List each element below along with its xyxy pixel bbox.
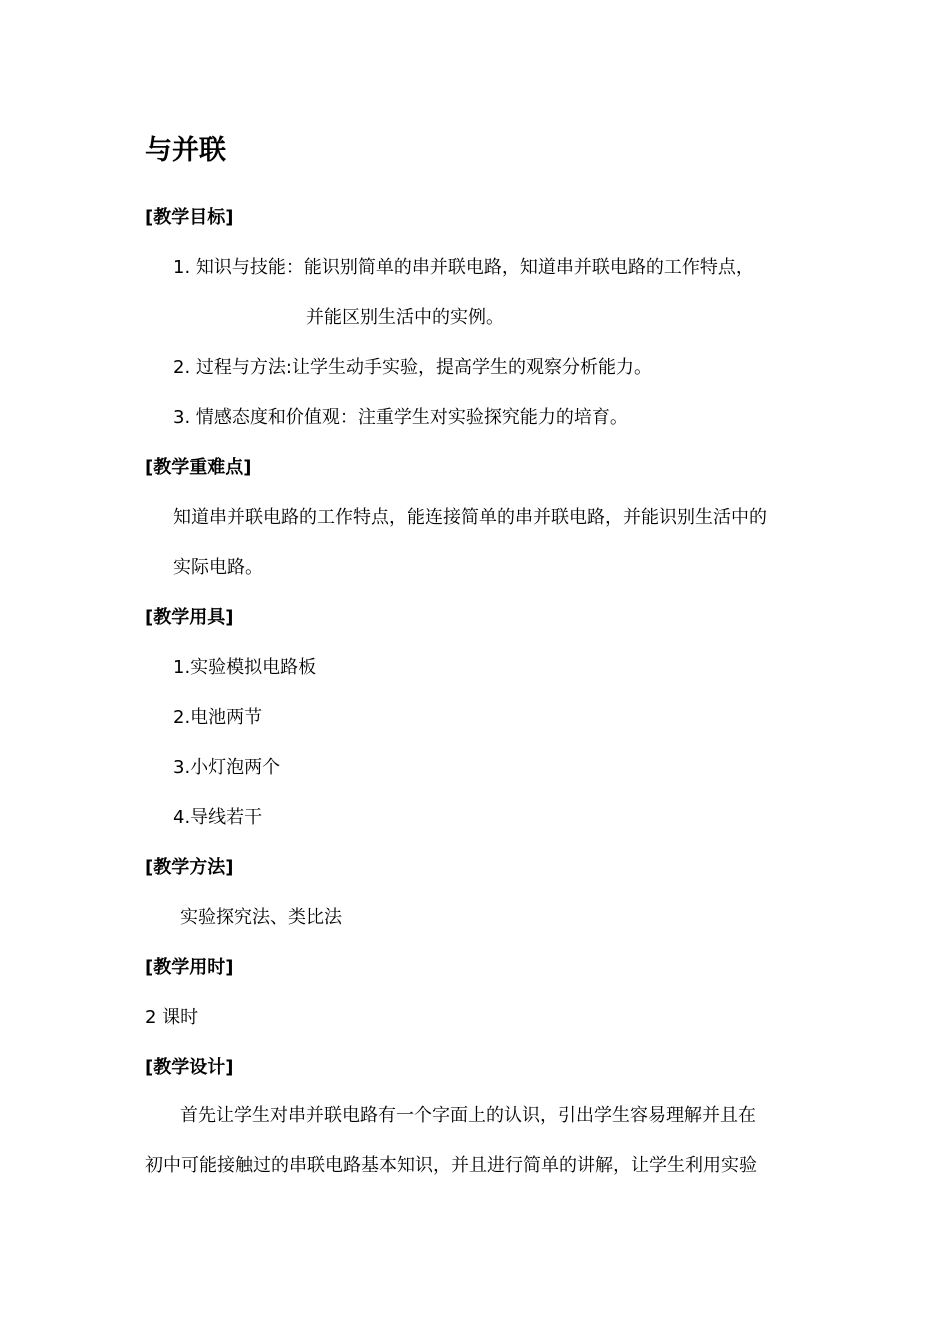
goals-heading: [教学目标]: [145, 207, 234, 228]
methods-text: 实验探究法、类比法: [180, 907, 342, 928]
key-points-heading: [教学重难点]: [145, 457, 252, 478]
tools-heading: [教学用具]: [145, 607, 234, 628]
design-line-1: 首先让学生对串并联电路有一个字面上的认识，引出学生容易理解并且在: [180, 1105, 756, 1126]
duration-text: 2 课时: [145, 1007, 199, 1028]
goals-item-2: 2. 过程与方法:让学生动手实验，提高学生的观察分析能力。: [173, 357, 652, 378]
tools-item-4: 4.导线若干: [173, 807, 263, 828]
methods-heading: [教学方法]: [145, 857, 234, 878]
design-heading: [教学设计]: [145, 1057, 234, 1078]
key-points-line-2: 实际电路。: [173, 557, 263, 578]
page-title: 与并联: [145, 135, 226, 166]
tools-item-3: 3.小灯泡两个: [173, 757, 281, 778]
goals-item-1-line-1: 1. 知识与技能：能识别简单的串并联电路，知道串并联电路的工作特点，: [173, 257, 754, 278]
key-points-line-1: 知道串并联电路的工作特点，能连接简单的串并联电路，并能识别生活中的: [173, 507, 767, 528]
goals-item-3: 3. 情感态度和价值观：注重学生对实验探究能力的培育。: [173, 407, 628, 428]
design-line-2: 初中可能接触过的串联电路基本知识，并且进行简单的讲解，让学生利用实验: [145, 1155, 757, 1176]
duration-heading: [教学用时]: [145, 957, 234, 978]
goals-item-1-line-2: 并能区别生活中的实例。: [306, 307, 504, 328]
tools-item-2: 2.电池两节: [173, 707, 263, 728]
tools-item-1: 1.实验模拟电路板: [173, 657, 317, 678]
